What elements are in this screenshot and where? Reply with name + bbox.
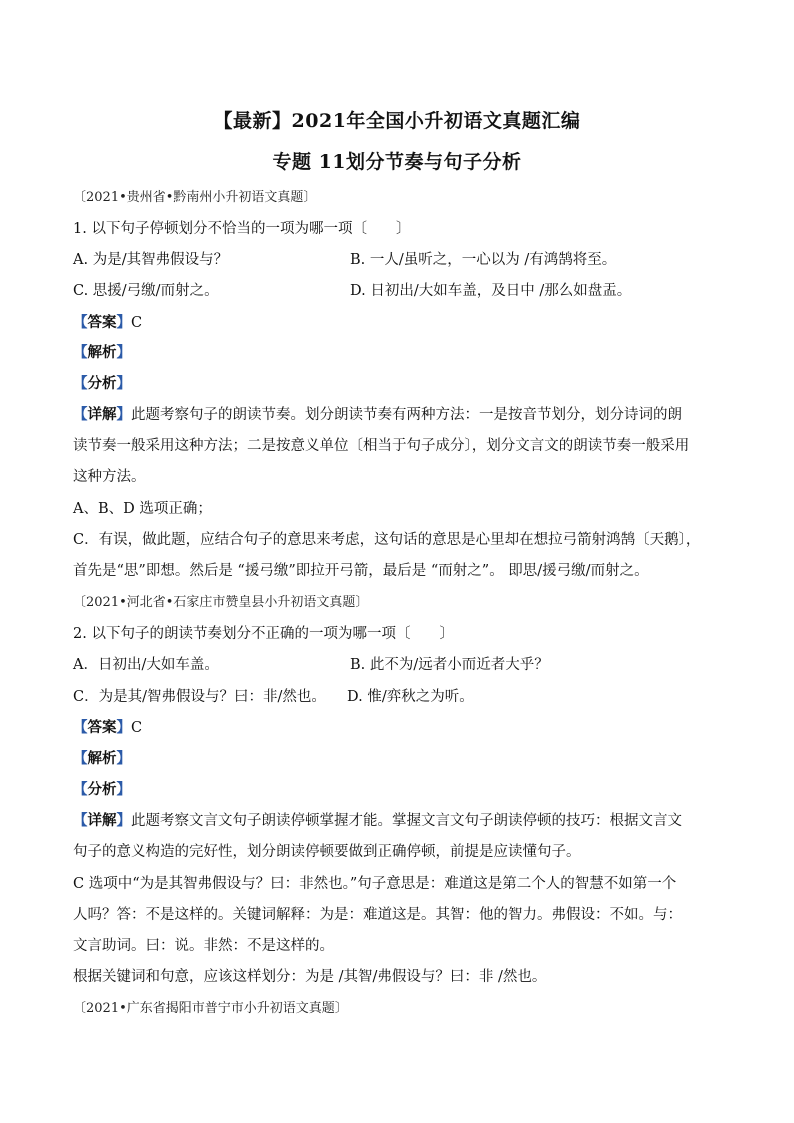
q2-option-a: A．日初出/大如车盖。 <box>73 657 219 673</box>
q2-option-d: D. 惟/弈秋之为听。 <box>347 689 474 705</box>
q3-source: 〔2021•广东省揭阳市普宁市小升初语文真题〕 <box>73 1001 348 1016</box>
detail-label: 详解 <box>87 406 117 423</box>
answer-label: 答案 <box>87 314 117 331</box>
q1-detail-line: 首先是“思”即想。然后是 “援弓缴”即拉开弓箭，最后是 “而射之”。 即思/援弓缴/而射之。 <box>73 563 649 579</box>
document-subtitle: 专题 11划分节奏与句子分析 <box>272 151 522 173</box>
q2-source: 〔2021•河北省•石家庄市赞皇县小升初语文真题〕 <box>73 595 369 610</box>
q2-stem: 2. 以下句子的朗读节奏划分不正确的一项为哪一项〔 〕 <box>73 626 454 642</box>
q1-answer <box>73 313 142 333</box>
q1-option-d: D. 日初出/大如车盖，及日中 /那么如盘盂。 <box>350 283 632 299</box>
q1-option-a: A. 为是/其智弗假设与？ <box>73 252 229 268</box>
lbracket: 【 <box>73 314 88 331</box>
q2-fenxi: 【分析】 <box>73 781 131 798</box>
q2-detail-line: 根据关键词和句意，应该这样划分：为是 /其智/弗假设与？曰：非 /然也。 <box>73 969 547 985</box>
q1-analysis: 【解析】 <box>73 344 131 361</box>
q2-analysis: 【解析】 <box>73 750 131 767</box>
q2-detail-line: 句子的意义构造的完好性，划分朗读停顿要做到正确停顿，前提是应读懂句子。 <box>73 844 581 860</box>
q2-option-c: C．为是其/智弗假设与？曰：非/然也。 <box>73 689 326 705</box>
q1-detail-line: 这种方法。 <box>73 469 146 485</box>
q2-option-b: B. 此不为/远者小而近者大乎？ <box>350 657 549 673</box>
q2-detail-line: C 选项中“为是其智弗假设与？曰：非然也。”句子意思是：难道这是第二个人的智慧不如第一个 <box>73 876 677 892</box>
q2-detail-line: 文言助词。曰：说。非然：不是这样的。 <box>73 938 334 954</box>
rbracket: 】 <box>116 314 131 331</box>
analysis-label: 解析 <box>87 344 117 361</box>
q1-detail-line: A、B、D 选项正确； <box>73 501 212 517</box>
q2-detail-line: 人吗？答：不是这样的。关键词解释：为是：难道这是。其智：他的智力。弗假设：不如。与： <box>73 907 682 923</box>
q2-detail-line: 【详解】此题考察文言文句子朗读停顿掌握才能。掌握文言文句子朗读停顿的技巧：根据文言文 <box>73 812 682 829</box>
document-title: 【最新】2021年全国小升初语文真题汇编 <box>213 110 581 132</box>
q1-detail-line: 读节奏一般采用这种方法；二是按意义单位〔相当于句子成分〕，划分文言文的朗读节奏一般采用 <box>73 438 690 454</box>
q1-fenxi: 【分析】 <box>73 375 131 392</box>
q1-stem: 1. 以下句子停顿划分不恰当的一项为哪一项〔 〕 <box>73 221 411 237</box>
q1-answer-value: C <box>131 315 143 331</box>
q1-detail-line: C．有误，做此题，应结合句子的意思来考虑，这句话的意思是心里却在想拉弓箭射鸿鹄〔天鹅〕， <box>73 532 701 548</box>
q1-option-b: B. 一人/虽听之，一心以为 /有鸿鹄将至。 <box>350 252 617 268</box>
q2-answer-value: C <box>131 720 143 736</box>
fenxi-label: 分析 <box>87 375 117 392</box>
q2-answer: 【答案】C <box>73 719 143 736</box>
q1-source: 〔2021•贵州省•黔南州小升初语文真题〕 <box>73 190 317 205</box>
q1-option-c: C. 思援/弓缴/而射之。 <box>73 283 219 299</box>
q1-detail-line: 【详解】此题考察句子的朗读节奏。划分朗读节奏有两种方法：一是按音节划分，划分诗词的朗 <box>73 406 682 423</box>
